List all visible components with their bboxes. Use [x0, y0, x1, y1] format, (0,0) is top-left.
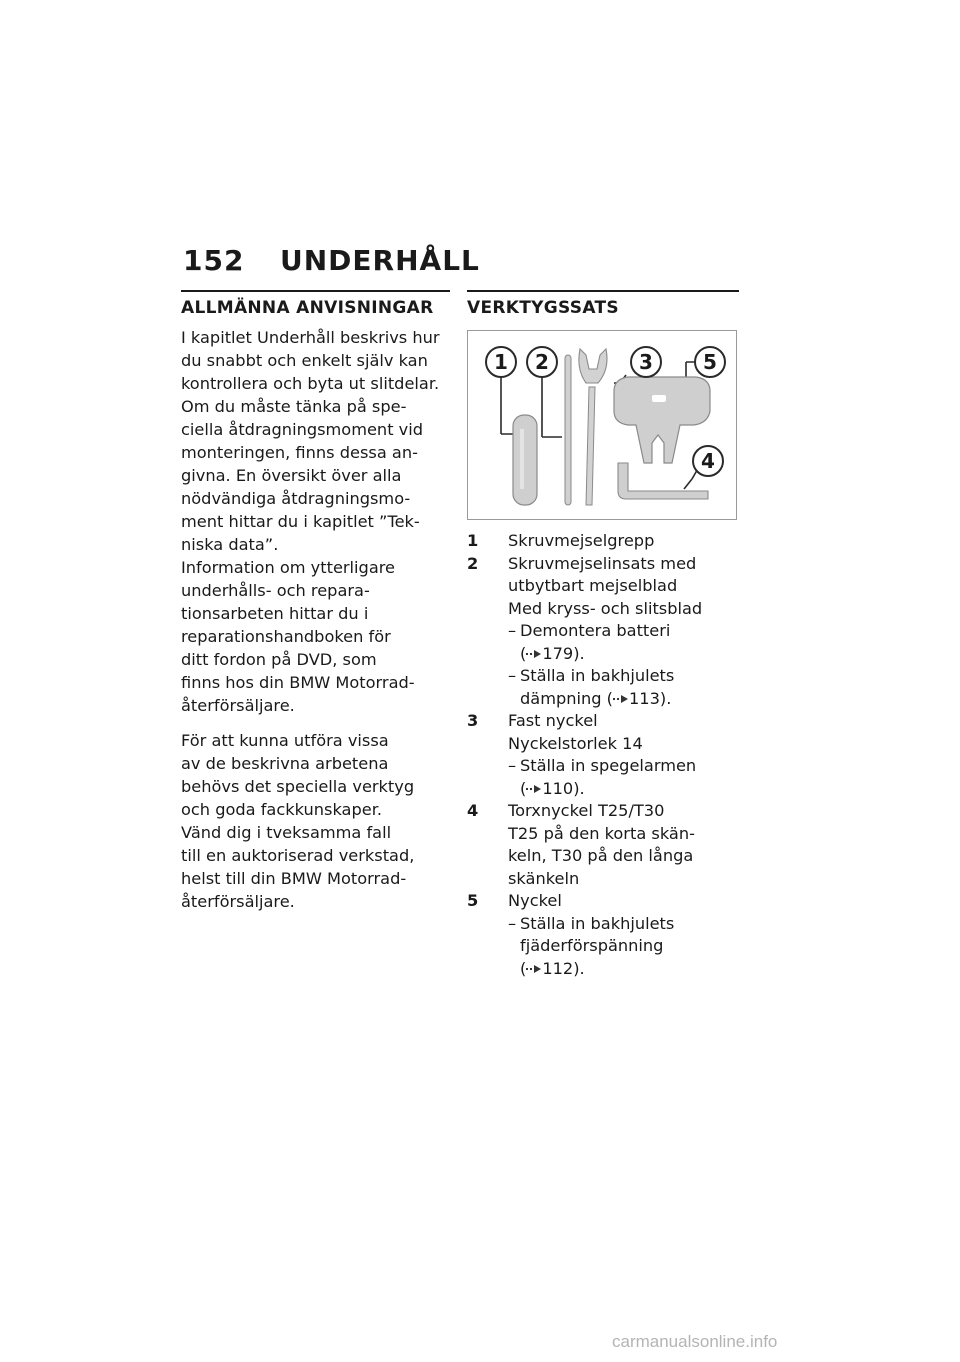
- watermark: carmanualsonline.info: [612, 1332, 778, 1351]
- tool-list: [467, 530, 739, 980]
- paragraph-3: För att kunna utföra vissa av de beskrivna arbetena behövs det speciella verktyg och goda fackkunskaper. Vänd dig i tveksamma fall till en auktoriserad verkstad, helst till din BMW Motorrad- återförsäljare.: [181, 731, 415, 911]
- item-text: Nyckelstorlek 14: [508, 733, 643, 753]
- screwdriver-handle-shape: [513, 415, 537, 505]
- section-rule: [467, 290, 739, 292]
- item-number: 2: [467, 553, 479, 573]
- list-item: [467, 553, 739, 711]
- sub-item-text: Demontera batteri (: [520, 621, 671, 663]
- page-header: [183, 244, 480, 277]
- sub-item-text: Ställa in bakhjulets dämpning (: [520, 666, 675, 708]
- item-text: Nyckel: [508, 891, 562, 910]
- screwdriver-bit-shape: [565, 355, 571, 505]
- callout-5: 5: [703, 350, 717, 374]
- sub-item: – Demontera batteri ( 179).: [508, 621, 671, 663]
- item-text: Med kryss- och slitsblad: [508, 598, 703, 618]
- section-rule: [181, 290, 450, 292]
- list-item: [467, 800, 739, 890]
- page-reference-arrow-icon: [613, 694, 629, 704]
- item-text: T25 på den korta skän- keln, T30 på den långa skänkeln: [508, 823, 695, 888]
- page-reference-arrow-icon: [526, 964, 542, 974]
- item-text: Skruvmejselgrepp: [508, 531, 655, 550]
- sub-item: – Ställa in bakhjulets fjäderförspänning ( 112).: [508, 913, 675, 978]
- page-number: 152: [183, 244, 245, 277]
- item-number: 3: [467, 711, 479, 730]
- page-reference-link[interactable]: 113: [629, 688, 660, 708]
- page-reference-arrow-icon: [526, 784, 542, 794]
- chapter-title: UNDERHÅLL: [280, 244, 480, 277]
- toolkit-section: [467, 290, 739, 980]
- item-number: 4: [467, 801, 479, 820]
- sub-item-text: Ställa in spegelarmen (: [520, 756, 697, 798]
- item-text: Fast nyckel: [508, 711, 598, 730]
- general-instructions-section: [181, 290, 450, 913]
- callout-2: 2: [535, 350, 549, 374]
- callout-4: 4: [701, 449, 715, 473]
- page-reference-link[interactable]: 112: [542, 958, 574, 978]
- page-reference-link[interactable]: 179: [542, 643, 574, 663]
- section-title: VERKTYGSSATS: [467, 298, 619, 318]
- item-text: Skruvmejselinsats med utbytbart mejselblad: [508, 553, 697, 595]
- list-item: [467, 710, 739, 800]
- item-number: 5: [467, 891, 479, 910]
- paragraph-1: I kapitlet Underhåll beskrivs hur du snabbt och enkelt själv kan kontrollera och byta ut slitdelar. Om du måste tänka på spe- ciella åtdragningsmoment vid monteringen, finns dessa an- givna. En översikt över alla nödvändiga åtdragningsmo- ment hittar du i kapitlet ”Tek- niska data”.: [181, 328, 440, 554]
- page-reference-link[interactable]: 110: [542, 778, 574, 798]
- item-text: Torxnyckel T25/T30: [508, 801, 665, 820]
- page-reference-arrow-icon: [526, 649, 542, 659]
- sub-item: – Ställa in spegelarmen ( 110).: [508, 756, 697, 798]
- callout-3: 3: [639, 350, 653, 374]
- toolkit-figure: [467, 330, 737, 520]
- section-title: ALLMÄNNA ANVISNINGAR: [181, 298, 434, 318]
- item-number: 1: [467, 531, 479, 550]
- list-item: [467, 530, 739, 553]
- list-item: [467, 890, 739, 980]
- sub-item-text: Ställa in bakhjulets fjäderförspänning (: [520, 913, 675, 978]
- callout-1: 1: [494, 350, 508, 374]
- paragraph-2: Information om ytterligare underhålls- och repara- tionsarbeten hittar du i reparationshandboken för ditt fordon på DVD, som finns hos din BMW Motorrad- återförsäljare.: [181, 558, 415, 715]
- sub-item: – Ställa in bakhjulets dämpning ( 113).: [508, 666, 675, 708]
- toolkit-illustration: [468, 331, 736, 519]
